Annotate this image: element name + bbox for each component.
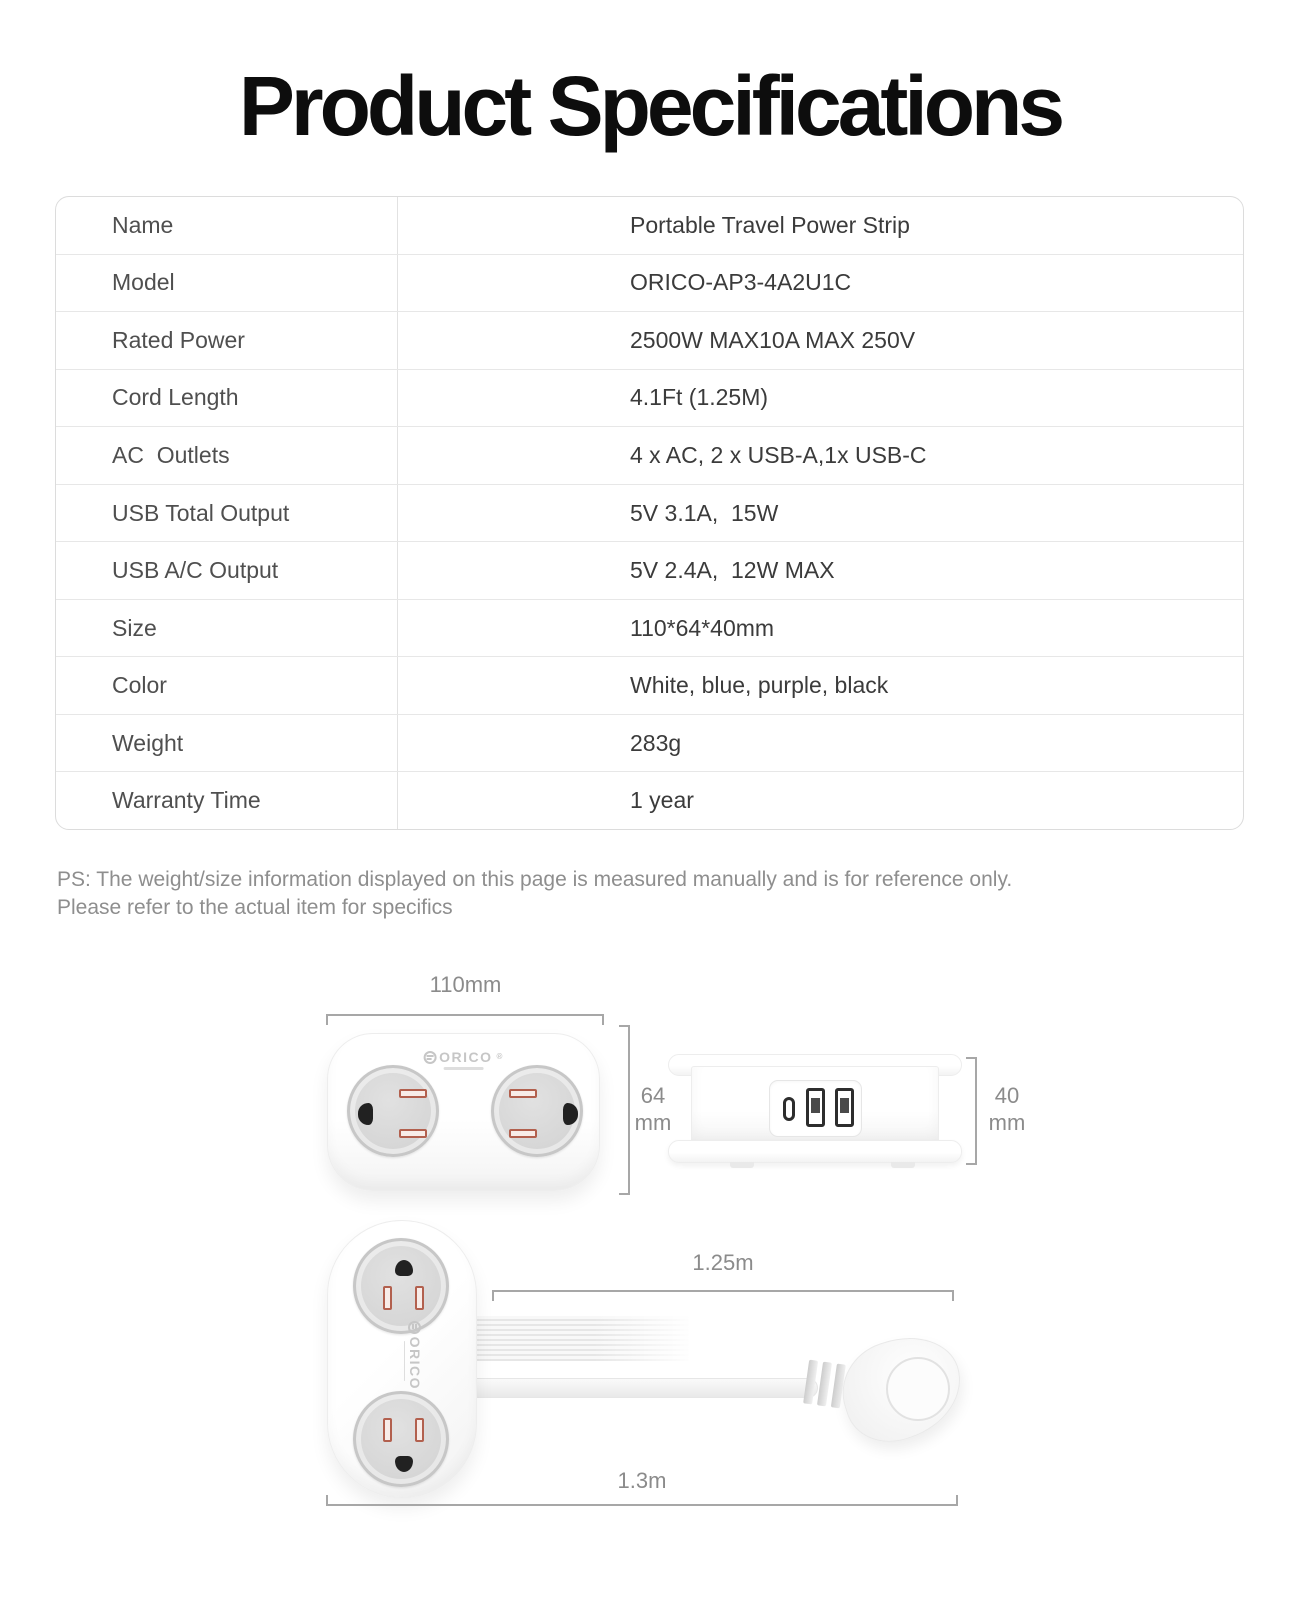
spec-value: 110*64*40mm [630,614,775,641]
outlet-ground-hole [395,1260,413,1276]
outlet-slot [399,1129,427,1138]
ps-note-line1: PS: The weight/size information displayed on this page is measured manually and is for reference only. [57,868,1013,891]
outlet-ground-hole [358,1103,373,1125]
outlet-slot [509,1089,537,1098]
spec-value: White, blue, purple, black [630,672,889,699]
dim-bracket-width [326,1014,604,1025]
spec-label: Weight [56,715,398,772]
dim-label-width: 110mm [429,972,502,997]
registered-mark: ® [496,1052,504,1061]
outlet-slot [509,1129,537,1138]
power-cord [468,1378,818,1398]
orico-logo [404,1321,422,1401]
spec-label: AC Outlets [56,427,398,484]
power-strip-cord-view [327,1220,477,1498]
orico-brand-text: ORICO [407,1336,423,1390]
spec-table [55,196,1244,830]
spec-value: 4 x AC, 2 x USB-A,1x USB-C [630,441,927,468]
ac-outlet [347,1065,439,1157]
dim-bracket-total-length [326,1495,958,1506]
spec-row-color [56,656,1243,714]
outlet-slot [415,1286,424,1310]
spec-row-warranty-time [56,771,1243,829]
dim-label-height: 64 mm [634,1083,672,1135]
spec-row-name [56,197,1243,254]
usb-a-port [806,1088,825,1127]
usb-a-tongue [811,1098,820,1113]
spec-label: Color [56,657,398,714]
spec-label: Name [56,197,398,254]
device-foot [891,1162,915,1168]
orico-logo-subline [404,1341,405,1381]
outlet-slot [399,1089,427,1098]
spec-label: USB A/C Output [56,542,398,599]
power-plug-face [886,1357,950,1421]
spec-row-ac-outlets [56,426,1243,484]
spec-label: Model [56,255,398,312]
ac-outlet [353,1238,449,1334]
spec-value: 2500W MAX10A MAX 250V [630,326,916,353]
page-title: Product Specifications [238,59,1062,153]
outlet-ground-hole [563,1103,578,1125]
spec-value: 4.1Ft (1.25M) [630,384,769,411]
dim-bracket-depth [966,1057,977,1165]
spec-value: Portable Travel Power Strip [630,211,910,238]
spec-label: Warranty Time [56,772,398,829]
ps-note-line2: Please refer to the actual item for specifics [57,896,453,919]
power-strip-front-view [327,1033,600,1191]
usb-a-tongue [840,1098,849,1113]
outlet-slot [415,1418,424,1442]
orico-brand-text: ORICO [439,1049,493,1065]
spec-value: 283g [630,729,682,756]
dim-bracket-height [619,1025,630,1195]
spec-value: ORICO-AP3-4A2U1C [630,269,852,296]
outlet-slot [383,1286,392,1310]
side-view-bottom-lip [668,1140,962,1163]
flat-ribbon-cable [477,1316,689,1361]
ps-note [57,866,1012,922]
spec-row-size [56,599,1243,657]
spec-row-rated-power [56,311,1243,369]
ac-outlet [491,1065,583,1157]
orico-logo-subline [443,1067,483,1070]
spec-row-cord-length [56,369,1243,427]
orico-logo-mark-icon [423,1051,436,1064]
spec-row-model [56,254,1243,312]
dim-label-depth: 40 mm [988,1083,1026,1135]
spec-value: 5V 3.1A, 15W [630,499,779,526]
usb-port-panel [769,1080,862,1137]
device-foot [730,1162,754,1168]
spec-label: Cord Length [56,370,398,427]
spec-row-usb-total-output [56,484,1243,542]
usb-a-port [835,1088,854,1127]
dim-bracket-cord-length [492,1290,954,1301]
spec-row-weight [56,714,1243,772]
outlet-slot [383,1418,392,1442]
spec-label: Rated Power [56,312,398,369]
cord-strain-relief [803,1360,846,1409]
orico-logo [423,1050,504,1070]
usb-c-port [783,1097,795,1121]
spec-row-usb-ac-output [56,541,1243,599]
spec-value: 5V 2.4A, 12W MAX [630,557,835,584]
dim-label-cord-length: 1.25m [692,1250,754,1275]
orico-logo-mark-icon [409,1321,422,1334]
spec-label: USB Total Output [56,485,398,542]
spec-label: Size [56,600,398,657]
spec-value: 1 year [630,787,694,814]
dim-label-total-length: 1.3m [617,1468,667,1493]
